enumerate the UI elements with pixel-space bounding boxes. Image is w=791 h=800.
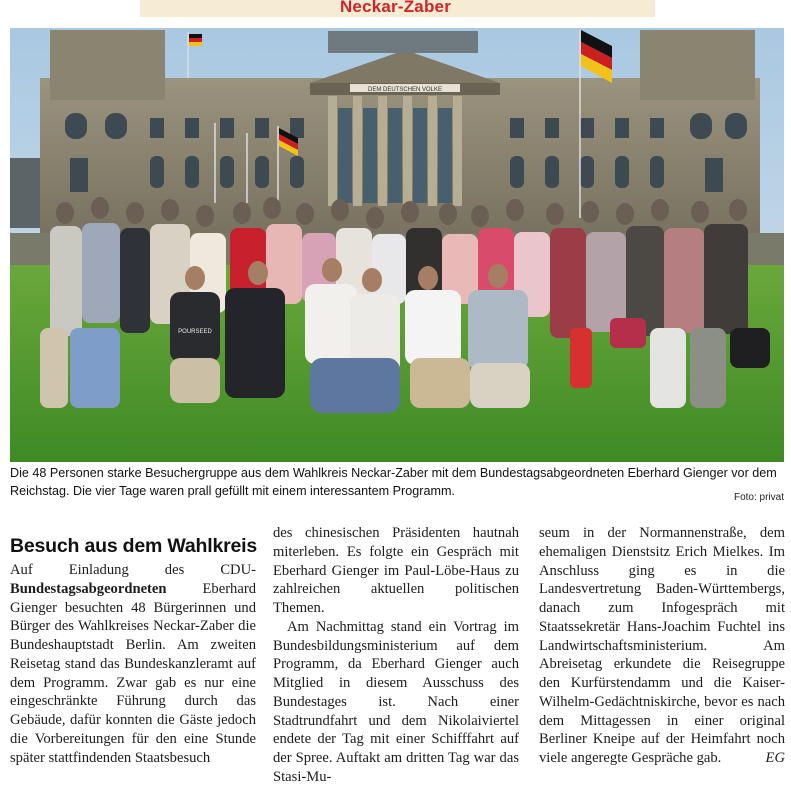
- article-column-3: [539, 524, 785, 768]
- header-band: [0, 0, 791, 22]
- photo-credit: Foto: privat: [733, 492, 784, 503]
- right-tower: [640, 30, 755, 100]
- article-paragraph: [10, 561, 256, 767]
- article-column-2: [273, 524, 519, 787]
- lead-rest: Eberhard Gienger besuchten 48 Bürgerinnen und Bürger des Wahlkreises Neckar-Zaber die Bundeshauptstadt Berlin. Am zweiten Reisetag stand das Bundeskanzleramt auf dem Programm. Zwar gab es nur eine eingeschränkte Führung durch das Gebäude, dafür konnten die Gäste jedoch die Vorbereitungen für den eine Stunde später stattfindenden Staatsbesuch: [10, 580, 256, 766]
- article-headline: Besuch aus dem Wahlkreis: [10, 535, 257, 557]
- shirt-text: POURSEED: [178, 329, 212, 335]
- lead-bold: Bundestagsabgeordneten: [10, 580, 167, 597]
- article-paragraph: [539, 524, 785, 768]
- side-building: [10, 158, 40, 228]
- inscription-text: DEM DEUTSCHEN VOLKE: [367, 87, 443, 93]
- col3-text: seum in der Normannenstraße, dem ehemaligen Dienstsitz Erich Mielkes. Im Anschluss ging es in die Landesvertretung Baden-Württembergs, danach zum Infogespräch mit Staatssekretär Hans-Joachim Fuchtel ins Landwirtschaftsministerium. Am Abreisetag erkundete die Reisegruppe den Kurfürstendamm und die Kaiser-Wilhelm-Gedächtniskirche, bevor es nach dem Mittagessen in einer original Berliner Kneipe auf der Heimfahrt noch viele angeregte Gespräche gab.: [539, 525, 785, 766]
- reichstag-building: [10, 30, 760, 243]
- article-column-1: [10, 561, 256, 767]
- article-paragraph: des chinesischen Präsidenten hautnah miterleben. Es folgte ein Gespräch mit Eberhard Gienger im Paul-Löbe-Haus zu zahlreichen aktuellen politischen Themen.: [273, 525, 519, 616]
- caption-text: Die 48 Personen starke Besuchergruppe aus dem Wahlkreis Neckar-Zaber mit dem Bundestagsabgeordneten Eberhard Gienger vor dem Reichstag. Die vier Tage waren prall gefüllt mit einem interessantem Programm.: [10, 466, 777, 498]
- author-signature: EG: [765, 750, 785, 766]
- group-photo: [10, 28, 784, 462]
- lead-intro: Auf Einladung des CDU-: [10, 562, 256, 578]
- section-label: Neckar-Zaber: [339, 0, 452, 16]
- photo-caption: [10, 464, 784, 510]
- reichstag-group-photo-illustration: [10, 28, 784, 462]
- glass-dome: [328, 31, 478, 53]
- article-paragraph: Am Nachmittag stand ein Vortrag im Bundesbildungsministerium auf dem Programm, da Eberhard Gienger auch Mitglied in diesem Ausschuss des Bundestages ist. Nach einer Stadtrundfahrt und dem Nikolaiviertel endete der Tag mit einer Schifffahrt auf der Spree. Auftakt am dritten Tag war das Stasi-Mu-: [273, 618, 519, 785]
- left-tower: [50, 30, 165, 100]
